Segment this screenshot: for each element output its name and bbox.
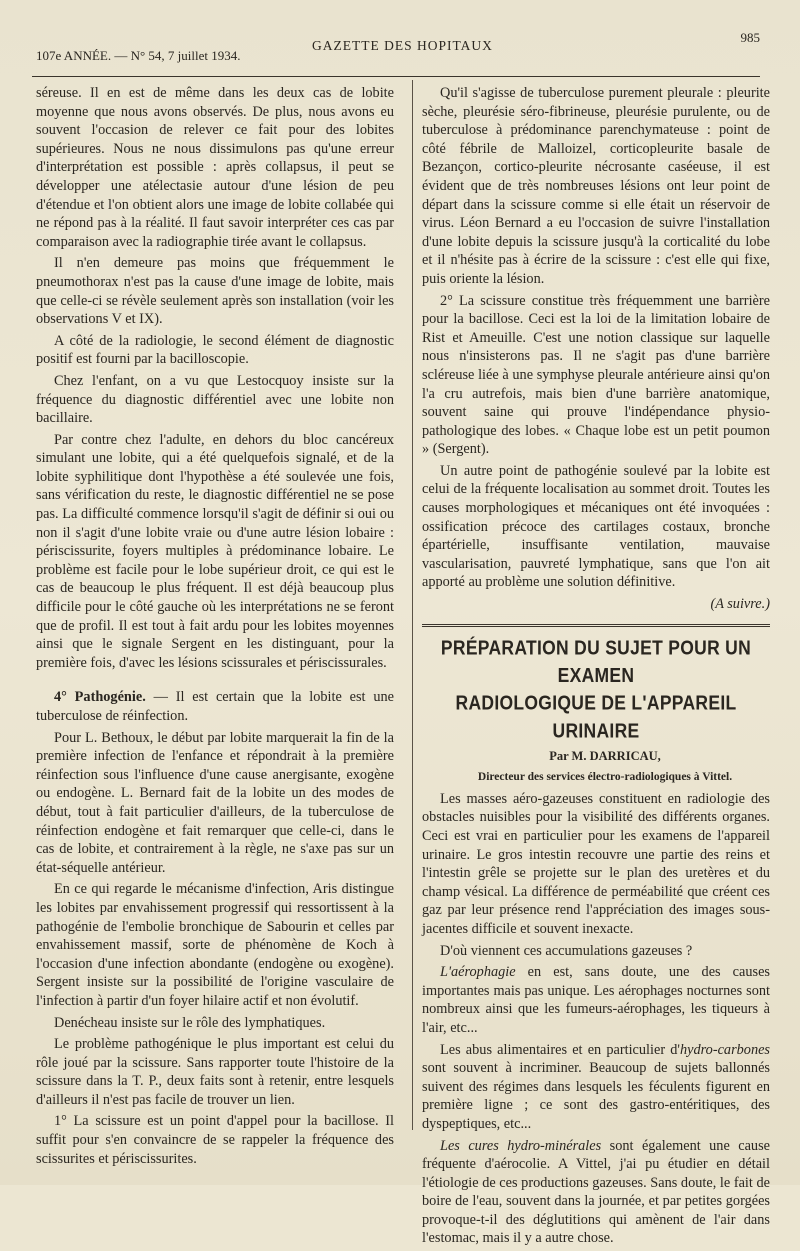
author-role: Directeur des services électro-radiologiques à Vittel. bbox=[477, 771, 733, 784]
to-be-continued: (A suivre.) bbox=[710, 596, 770, 613]
paragraph: Un autre point de pathogénie soulevé par la lobite est celui de la fréquente localisation au sommet droit. Toutes les causes morphologiques et mécaniques ont été invoquées : ossification précoce des cartilages costaux, bronche épartérielle, insuffisante ventilation, mauvaise vascularisation, pauvreté lymphatique, sans que l'on ait apporté au problème une solution définitive. bbox=[422, 462, 770, 591]
paragraph: A côté de la radiologie, le second élément de diagnostic positif est fourni par la bacilloscopie. bbox=[36, 332, 394, 368]
right-column bbox=[422, 84, 770, 1251]
paragraph: Par contre chez l'adulte, en dehors du bloc cancéreux simulant une lobite, qui a été quelquefois signalé, et de la lobite syphilitique dont l'hypothèse a été soulevée une fois, sans vérification du reste, le diagnostic différentiel ne se pose pas. La difficulté commence lorsqu'il s'agit de définir si oui ou non il s'agit d'une lobite vraie ou d'une autre lésion lobaire : périscissurite, foyers multiples à prédominance lobaire. Le problème est facile pour le lobe supérieur droit, ce qui est le cas de beaucoup le plus fréquent. Il est déjà beaucoup plus difficile pour le côté gauche où les interprétations ne se feront que de profil. Il est tout à fait ardu pour les lobites moyennes ainsi que le signale Sergent en les distinguant, pour la première fois, d'avec les lésions scissurales et périscissurales. bbox=[36, 431, 394, 671]
page-header bbox=[32, 30, 760, 70]
paragraph-text: Les abus alimentaires et en particulier d' bbox=[440, 1041, 680, 1058]
article-title-line: RADIOLOGIQUE DE L'APPAREIL URINAIRE bbox=[455, 690, 737, 742]
paragraph: 2° La scissure constitue très fréquemment une barrière pour la bacillose. Ceci est la loi de la limitation lobaire de Rist et Ameuille. C'est une notion classique sur laquelle nous n'insisterons pas. Il ne s'agit pas d'une barrière scléreuse liée à une symphyse pleurale antérieure ainsi qu'on l'a cru autrefois, mais bien d'une barrière anatomique, souvent saine qui prouve l'indépendance physio-pathologique des lobes. « Chaque lobe est un petit poumon » (Sergent). bbox=[422, 292, 770, 458]
paragraph: En ce qui regarde le mécanisme d'infection, Aris distingue les lobites par envahissement progressif qui ressortissent à la pathogénie de l'embolie bronchique de Sabourin et celles par envahissement massif, sorte de phénomène de Koch à l'occasion d'une infection abondante (endogène ou exogène). Sergent insiste sur la possibilité de l'origine vasculaire de l'infection à partir d'un foyer hilaire actif et non évolutif. bbox=[36, 881, 394, 1009]
issue-line: 107e ANNÉE. — N° 54, 7 juillet 1934. bbox=[36, 48, 241, 63]
paragraph-text: sont souvent à incriminer. Beaucoup de sujets ballonnés suivent des régimes dans lesquels les féculents figurent en première ligne ; ce sont des gastro-entéritiques, des dyspeptiques, etc... bbox=[422, 1060, 770, 1132]
paragraph: Pour L. Bethoux, le début par lobite marquerait la fin de la première infection de l'enfance et répondrait à la première réinfection sous l'influence d'une cause anergisante, exogène ou endogène. L. Bernard fait de la lobite un des modes de début, tout à fait particulier d'ailleurs, de la tuberculose de réinfection endogène et fait remarquer que celle-ci, dans le cas de lobite, et contrairement à la règle, ne s'axe pas sur un état-séquelle antérieur. bbox=[36, 729, 394, 876]
italic-term: L'aérophagie bbox=[440, 964, 516, 981]
section-paragraph bbox=[36, 688, 394, 725]
article-divider bbox=[422, 624, 770, 625]
paragraph: Les masses aéro-gazeuses constituent en radiologie des obstacles nuisibles pour la visibilité des différents organes. Ceci est vrai en particulier pour les examens de l'appareil urinaire. Le gros intestin recouvre une partie des reins et l'intestin grêle se projette sur le plan des uretères et du champ vésical. La différence de perméabilité que créent ces gaz par leur présence rend l'appréciation des images sous-jacentes difficile et souvent inexacte. bbox=[422, 790, 770, 937]
article-divider bbox=[422, 626, 770, 627]
left-column bbox=[36, 84, 394, 1171]
paragraph: D'où viennent ces accumulations gazeuses ? bbox=[440, 942, 693, 959]
paragraph: Denécheau insiste sur le rôle des lymphatiques. bbox=[54, 1014, 326, 1031]
paragraph bbox=[422, 1137, 770, 1249]
paragraph bbox=[422, 1041, 770, 1134]
section-heading: 4° Pathogénie. bbox=[54, 689, 146, 706]
column-divider bbox=[412, 80, 413, 1130]
section-text: — Il est certain que la lobite est une tuberculose de réinfection. bbox=[36, 689, 394, 724]
paragraph: Le problème pathogénique le plus important est celui du rôle joué par la scissure. Sans rapporter toute l'histoire de la scissure dans la T. P., deux faits sont à retenir, entre lesquels d'ailleurs il n'est pas facile de trouver un lien. bbox=[36, 1036, 394, 1108]
journal-title: GAZETTE DES HOPITAUX bbox=[312, 38, 493, 53]
article-title bbox=[422, 633, 770, 743]
header-rule bbox=[32, 76, 760, 77]
paragraph: 1° La scissure est un point d'appel pour la bacillose. Il suffit pour s'en convaincre de se rappeler la fréquence des scissurites et périscissurites. bbox=[36, 1113, 394, 1167]
paragraph-text: en est, sans doute, une des causes importantes mais pas unique. Les aérophages nocturnes sont nombreux ainsi que les fumeurs-aérophages, les tiqueurs à l'air, etc... bbox=[422, 964, 770, 1036]
paragraph: Il n'en demeure pas moins que fréquemment le pneumothorax n'est pas la cause d'une image de lobite, mais que celle-ci se révèle seulement après son installation (voir les observations V et IX). bbox=[36, 255, 394, 328]
paragraph-text: sont également une cause fréquente d'aérocolie. A Vittel, j'ai pu étudier en détail l'étiologie de ces productions gazeuses. Sans doute, le fait de boire de l'eau, souvent dans la journée, et par petites gorgées provoque-t-il des déglutitions qui amènent de l'air dans l'estomac, mais il y a autre chose. bbox=[422, 1137, 770, 1247]
italic-term: Les cures hydro-minérales bbox=[440, 1137, 602, 1154]
paragraph: Qu'il s'agisse de tuberculose purement pleurale : pleurite sèche, pleurésie séro-fibrineuse, pleurésie purulente, ou de tuberculose à prédominance parenchymateuse : point de côté fébrile de Malloizel, corticopleurite basale de Bezançon, cortico-pleurite nécrosante caséeuse, il est évident que de très nombreuses lésions ont leur point de départ dans la scissure comme si elle était un réservoir de virus. Léon Bernard a eu l'occasion de suivre l'installation d'une lobite depuis la scissure jusqu'à la corticalité du lobe et il n'hésite pas à écrire de la scissure : c'est elle qui fixe, puis oriente la lésion. bbox=[422, 85, 770, 287]
page-number: 985 bbox=[740, 30, 760, 45]
paragraph: Chez l'enfant, on a vu que Lestocquoy insiste sur la fréquence du diagnostic différentiel avec une lobite non bacillaire. bbox=[36, 372, 394, 427]
article-title-line: PRÉPARATION DU SUJET POUR UN EXAMEN bbox=[440, 635, 752, 687]
paragraph bbox=[422, 963, 770, 1037]
italic-term: hydro-carbones bbox=[680, 1041, 770, 1058]
paragraph: séreuse. Il en est de même dans les deux cas de lobite moyenne que nous avons observés. De plus, nous avons eu souvent l'occasion de relever ce fait pour des lobites supérieures. Nous ne nous dissimulons pas qu'une erreur d'interprétation est possible : après collapsus, il peut se développer une atélectasie autour d'une lésion de peu d'étendue et l'on obtient alors une image de lobite collabée qui ne répond pas à la réalité. Il faut savoir interpréter ces cas par comparaison avec la radiographie tirée avant le collapsus. bbox=[36, 85, 394, 250]
article-author: Par M. DARRICAU, bbox=[549, 748, 661, 763]
